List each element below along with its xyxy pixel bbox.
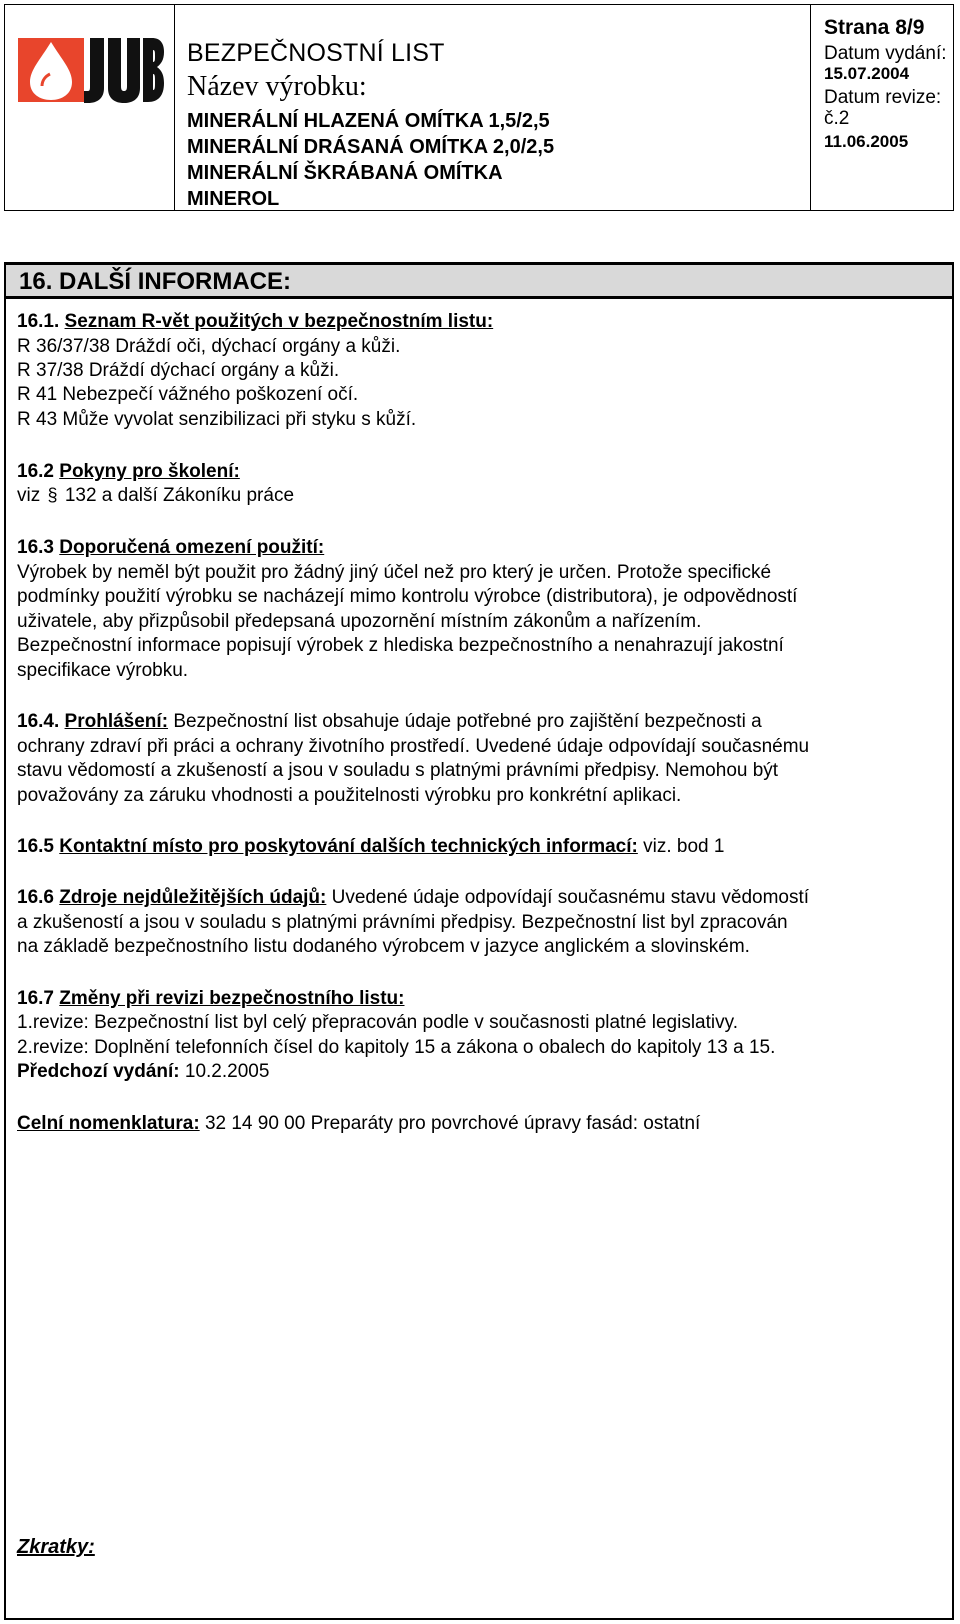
subsection-number: 16.6 [17, 887, 54, 908]
previous-issue [17, 1060, 269, 1083]
subsection-heading: Doporučená omezení použití: [59, 537, 325, 558]
customs-value: 32 14 90 00 Preparáty pro povrchové úpravy fasád: ostatní [204, 1113, 701, 1134]
paragraph-line: ochrany zdraví při práci a ochrany životního prostředí. Uvedené údaje odpovídají současnému [17, 736, 810, 757]
r-phrase-line: R 43 Může vyvolat senzibilizaci při styku s kůží. [17, 409, 417, 430]
r-phrase-line: R 41 Nebezpečí vážného poškození očí. [17, 384, 359, 405]
subsection-number: 16.2 [17, 461, 54, 482]
product-name: MINERÁLNÍ HLAZENÁ OMÍTKA 1,5/2,5 [187, 110, 550, 132]
document-header [4, 4, 954, 211]
paragraph-line: Bezpečnostní list obsahuje údaje potřebné pro zajištění bezpečnosti a [173, 711, 762, 732]
issue-date: 15.07.2004 [824, 64, 910, 83]
document-title: BEZPEČNOSTNÍ LIST [187, 39, 445, 67]
r-phrase-line: R 37/38 Dráždí dýchací orgány a kůži. [17, 360, 340, 381]
subsection-heading: Prohlášení: [64, 711, 169, 732]
paragraph-line: Uvedené údaje odpovídají současnému stavu vědomostí [331, 887, 810, 908]
subsection-heading: Seznam R-vět použitých v bezpečnostním listu: [64, 311, 494, 332]
revision-line: 2.revize: Doplnění telefonních čísel do kapitoly 15 a zákona o obalech do kapitoly 13 a 15. [17, 1037, 776, 1058]
customs-label: Celní nomenklatura: [17, 1113, 200, 1134]
meta-cell [811, 5, 953, 210]
training-text [17, 484, 294, 507]
page-number: Strana 8/9 [824, 16, 925, 39]
abbreviations-label: Zkratky: [17, 1536, 95, 1558]
subsection-heading: Změny při revizi bezpečnostního listu: [59, 988, 405, 1009]
paragraph-line: stavu vědomostí a zkušeností a jsou v souladu s platnými právními předpisy. Nemohou být [17, 760, 779, 781]
subsection-number: 16.3 [17, 537, 54, 558]
subsection-number: 16.4. [17, 711, 60, 732]
previous-issue-label: Předchozí vydání: [17, 1061, 180, 1082]
previous-issue-value: 10.2.2005 [184, 1061, 270, 1082]
paragraph-symbol: § [47, 485, 58, 505]
product-name: MINERÁLNÍ ŠKRÁBANÁ OMÍTKA [187, 162, 503, 184]
subsection-16-6-heading [17, 886, 809, 909]
revision-date: 11.06.2005 [824, 132, 909, 151]
customs-nomenclature [17, 1112, 700, 1135]
subsection-16-3-heading [17, 536, 324, 559]
section-title: 16. DALŠÍ INFORMACE: [19, 268, 292, 295]
subsection-heading: Kontaktní místo pro poskytování dalších technických informací: [59, 836, 638, 857]
product-name-label: Název výrobku: [187, 71, 367, 102]
issue-date-label: Datum vydání: [824, 43, 947, 64]
paragraph-line: a zkušeností a jsou v souladu s platnými právními předpisy. Bezpečnostní list byl zpracován [17, 912, 788, 933]
subsection-16-1-heading [17, 310, 493, 333]
subsection-16-2-heading [17, 460, 240, 483]
subsection-number: 16.5 [17, 836, 54, 857]
subsection-number: 16.7 [17, 988, 54, 1009]
product-name: MINERÁLNÍ DRÁSANÁ OMÍTKA 2,0/2,5 [187, 136, 555, 158]
contact-reference: viz. bod 1 [643, 836, 725, 857]
revision-number: č.2 [824, 108, 850, 129]
subsection-number: 16.1. [17, 311, 60, 332]
paragraph-line: podmínky použití výrobku se nacházejí mimo kontrolu výrobce (distributora), je odpovědností [17, 586, 798, 607]
paragraph-line: považovány za záruku vhodnosti a použitelnosti výrobku pro konkrétní aplikaci. [17, 785, 682, 806]
paragraph-line: specifikace výrobku. [17, 660, 189, 681]
training-text-post: 132 a další Zákoníku práce [64, 485, 295, 506]
training-text-pre: viz [17, 485, 41, 506]
subsection-heading: Pokyny pro školení: [59, 461, 240, 482]
paragraph-line: Výrobek by neměl být použit pro žádný jiný účel než pro který je určen. Protože specifické [17, 562, 772, 583]
subsection-16-4-heading [17, 710, 762, 733]
section-title-bar [4, 262, 954, 299]
revision-line: 1.revize: Bezpečnostní list byl celý přepracován podle v současnosti platné legislativy. [17, 1012, 738, 1033]
paragraph-line: na základě bezpečnostního listu dodaného výrobcem v jazyce anglickém a slovinském. [17, 936, 750, 957]
r-phrase-line: R 36/37/38 Dráždí oči, dýchací orgány a kůži. [17, 336, 401, 357]
title-cell [175, 5, 811, 210]
subsection-16-7-heading [17, 987, 405, 1010]
product-name: MINEROL [187, 188, 280, 210]
subsection-16-5-heading [17, 835, 724, 858]
logo-cell [5, 5, 175, 210]
paragraph-line: uživatele, aby přizpůsobil předepsaná upozornění místním zákonům a nařízením. [17, 611, 702, 632]
jub-logo [18, 36, 164, 106]
abbreviations-heading [17, 1536, 95, 1559]
revision-date-label: Datum revize: [824, 87, 942, 108]
subsection-heading: Zdroje nejdůležitějších údajů: [59, 887, 327, 908]
paragraph-line: Bezpečnostní informace popisují výrobek z hlediska bezpečnostního a nenahrazují jakostní [17, 635, 784, 656]
